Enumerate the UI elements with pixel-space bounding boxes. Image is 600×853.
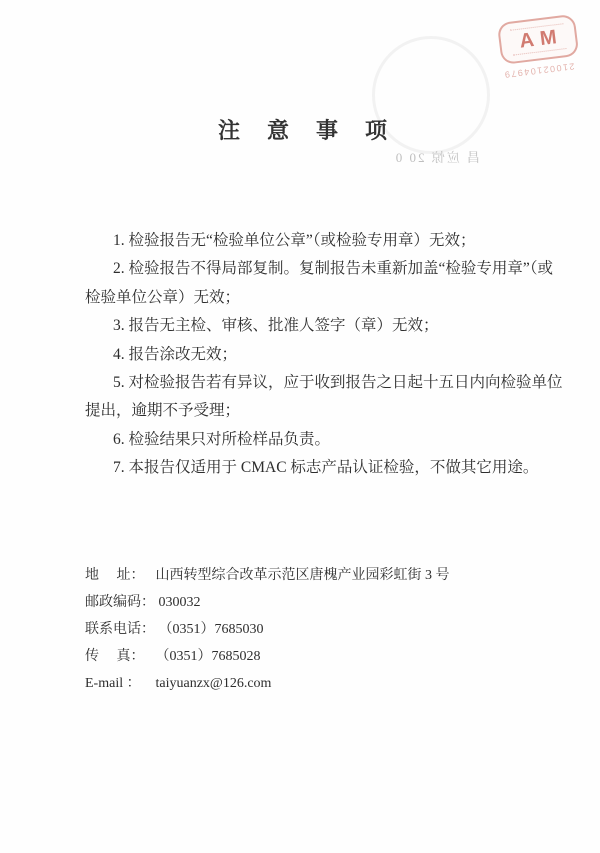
certification-stamp (497, 13, 587, 80)
notice-line-6: 6. 检验结果只对所检样品负责。 (113, 430, 331, 448)
stamp-border (497, 14, 580, 65)
notice-line-2-wrap: 检验单位公章）无效； (85, 288, 241, 306)
contact-block (85, 562, 555, 697)
notice-line-2: 2. 检验报告不得局部复制。复制报告未重新加盖“检验专用章”（或 (113, 260, 554, 278)
postcode-value: 030032 (158, 595, 201, 610)
notice-line-5: 5. 对检验报告若有异议，应于收到报告之日起十五日内向检验单位 (113, 374, 563, 392)
ink-bleed-text: 昌 应惊 20 0 (393, 150, 480, 165)
contact-row-postcode (85, 589, 555, 616)
contact-row-address (85, 562, 555, 589)
address-value: 山西转型综合改革示范区唐槐产业园彩虹街 3 号 (155, 568, 450, 583)
page-title: 注意事项 (217, 118, 414, 143)
notice-line-1: 1. 检验报告无“检验单位公章”（或检验专用章）无效； (113, 232, 476, 249)
email-label: E-mail ： (85, 676, 141, 691)
stamp-serial-number: 21002104979 (502, 61, 576, 80)
notice-line-3: 3. 报告无主检、审核、批准人签字（章）无效； (113, 317, 439, 335)
notice-line-4: 4. 报告涂改无效； (113, 345, 238, 363)
phone-label: 联系电话： (85, 622, 155, 637)
contact-row-phone (85, 616, 555, 643)
contact-row-fax (85, 643, 555, 670)
fax-value: （0351）7685028 (155, 649, 261, 664)
phone-value: （0351）7685030 (158, 622, 264, 637)
contact-row-email (85, 670, 555, 697)
notice-line-5-wrap: 提出，逾期不予受理； (85, 402, 241, 420)
email-value: taiyuanzx@126.com (155, 676, 272, 691)
notice-list (85, 227, 565, 483)
address-label: 地 址： (85, 568, 145, 583)
postcode-label: 邮政编码： (85, 595, 155, 610)
fax-label: 传 真： (85, 649, 145, 664)
notice-line-7: 7. 本报告仅适用于 CMAC 标志产品认证检验，不做其它用途。 (113, 459, 539, 477)
stamp-letters: AM (518, 25, 564, 53)
